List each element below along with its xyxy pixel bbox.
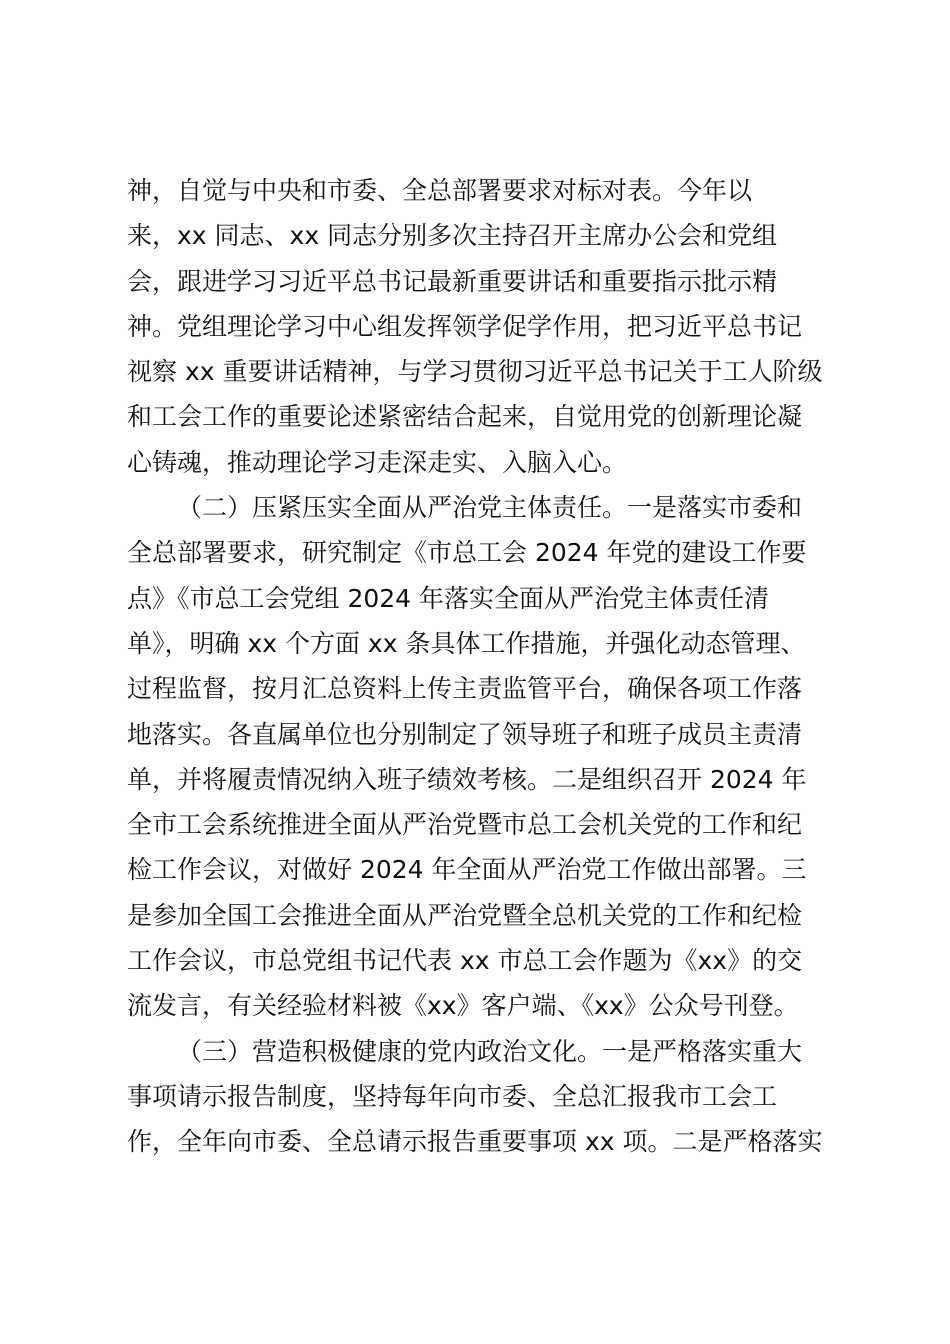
text-line: 神，自觉与中央和市委、全总部署要求对标对表。今年以: [127, 176, 753, 205]
text-line: 作，全年向市委、全总请示报告重要事项 xx 项。二是严格落实: [127, 1127, 823, 1157]
text-line: 心铸魂，推动理论学习走深走实、入脑入心。: [127, 447, 628, 477]
text-line: 地落实。各直属单位也分别制定了领导班子和班子成员主责清: [127, 719, 803, 749]
text-line: 检工作会议，对做好 2024 年全面从严治党工作做出部署。三: [127, 855, 807, 885]
text-line: 全总部署要求，研究制定《市总工会 2024 年党的建设工作要: [127, 538, 807, 568]
text-line: 工作会议，市总党组书记代表 xx 市总工会作题为《xx》的交: [127, 946, 803, 976]
body-text: [127, 168, 847, 1165]
text-line: 视察 xx 重要讲话精神，与学习贯彻习近平总书记关于工人阶级: [127, 357, 823, 387]
text-line: 会，跟进学习习近平总书记最新重要讲话和重要指示批示精: [127, 266, 778, 296]
text-line: 神。党组理论学习中心组发挥领学促学作用，把习近平总书记: [127, 311, 803, 341]
section-heading-line: （三）营造积极健康的党内政治文化。一是严格落实重大: [177, 1036, 803, 1066]
text-line: 流发言，有关经验材料被《xx》客户端、《xx》公众号刊登。: [127, 991, 799, 1021]
text-line: 事项请示报告制度，坚持每年向市委、全总汇报我市工会工: [127, 1081, 778, 1111]
text-line: 来，xx 同志、xx 同志分别多次主持召开主席办公会和党组: [127, 221, 778, 251]
text-line: 是参加全国工会推进全面从严治党暨全总机关党的工作和纪检: [127, 900, 803, 930]
text-line: 单》，明确 xx 个方面 xx 条具体工作措施，并强化动态管理、: [127, 628, 806, 658]
text-line: 点》《市总工会党组 2024 年落实全面从严治党主体责任清: [127, 583, 770, 613]
text-line: 过程监督，按月汇总资料上传主责监管平台，确保各项工作落: [127, 674, 803, 704]
text-line: 和工会工作的重要论述紧密结合起来，自觉用党的创新理论凝: [127, 402, 803, 432]
text-line: 单，并将履责情况纳入班子绩效考核。二是组织召开 2024 年: [127, 764, 807, 794]
section-heading-line: （二）压紧压实全面从严治党主体责任。一是落实市委和: [177, 493, 803, 523]
text-line: 全市工会系统推进全面从严治党暨市总工会机关党的工作和纪: [127, 810, 803, 840]
